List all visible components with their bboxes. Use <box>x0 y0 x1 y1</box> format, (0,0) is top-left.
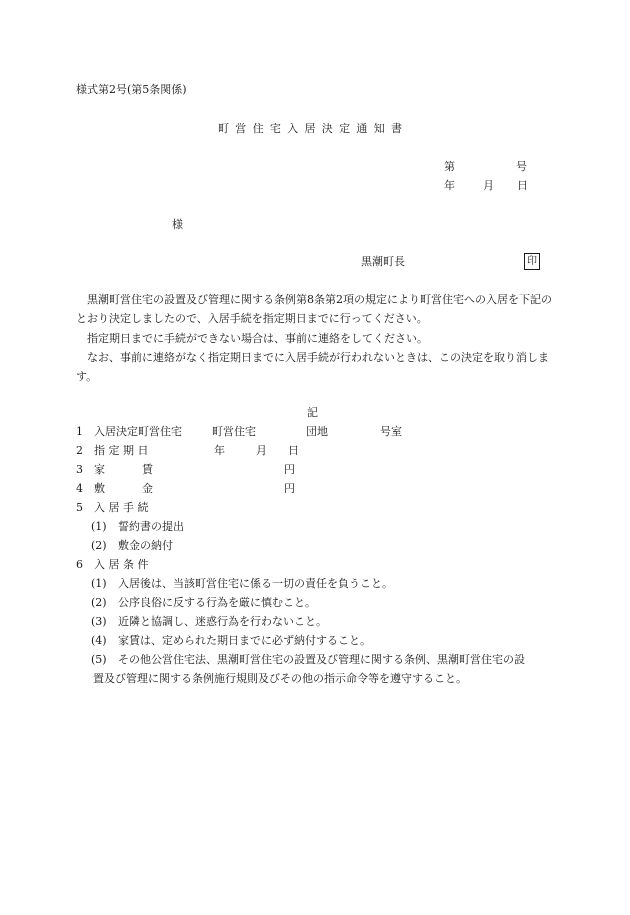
document-title: 町営住宅入居決定通知書 <box>218 122 409 135</box>
number-suffix: 号 <box>516 160 527 173</box>
number-prefix: 第 <box>444 160 455 173</box>
item-6-sub-5-continuation: 置及び管理に関する条例施行規則及びその他の指示命令等を遵守すること。 <box>93 672 467 685</box>
item-2-month: 月 <box>256 444 267 457</box>
item-5-sub-2 <box>91 539 173 553</box>
item-1-number: 1 <box>76 425 83 438</box>
sub-text: 入居後は、当該町営住宅に係る一切の責任を負うこと。 <box>118 577 393 590</box>
item-6-sub-5 <box>91 653 525 667</box>
item-1-room: 号室 <box>380 425 402 438</box>
addressee-honorific: 様 <box>172 218 183 231</box>
item-3-unit: 円 <box>284 463 295 476</box>
item-2-day: 日 <box>288 444 299 457</box>
item-2-number: 2 <box>76 444 83 457</box>
ki-heading: 記 <box>307 406 318 419</box>
item-1-complex: 団地 <box>306 425 328 438</box>
seal-stamp: 印 <box>524 253 540 270</box>
item-2-label: 指 定 期 日 <box>94 444 149 457</box>
sub-number: (4) <box>91 634 107 647</box>
sub-number: (2) <box>91 539 107 552</box>
sub-text: 近隣と協調し、迷惑行為を行わないこと。 <box>118 615 327 628</box>
item-6-sub-1 <box>91 577 393 591</box>
item-3-number: 3 <box>76 463 83 476</box>
item-2-year: 年 <box>214 444 225 457</box>
document-number-line <box>444 160 527 174</box>
sub-number: (5) <box>91 653 107 666</box>
sub-text: 家賃は、定められた期日までに必ず納付すること。 <box>118 634 371 647</box>
date-month: 月 <box>483 179 494 192</box>
item-6-number: 6 <box>76 558 83 571</box>
item-5-label: 入 居 手 続 <box>94 501 149 514</box>
notice-paragraph-2: 指定期日までに手続ができない場合は、事前に連絡をしてください。 <box>87 331 428 345</box>
item-4-label-a: 敷 <box>94 482 105 495</box>
notice-paragraph-3: なお、事前に連絡がなく指定期日までに入居手続が行われないときは、この決定を取り消します。 <box>76 350 549 384</box>
item-1-label: 入居決定町営住宅 <box>94 425 182 438</box>
item-5-sub-1 <box>91 520 184 534</box>
item-5-number: 5 <box>76 501 83 514</box>
notice-paragraph-1: 黒潮町営住宅の設置及び管理に関する条例第8条第2項の規定により町営住宅への入居を下記のとおり決定しましたので、入居手続を指定期日までに行ってください。 <box>76 293 552 326</box>
issuer-name: 黒潮町長 <box>361 255 405 268</box>
sub-number: (2) <box>91 596 107 609</box>
item-6-label: 入 居 条 件 <box>94 558 149 571</box>
date-year: 年 <box>444 179 455 192</box>
item-4-label-b: 金 <box>142 482 153 495</box>
sub-number: (1) <box>91 577 107 590</box>
sub-text: 誓約書の提出 <box>118 520 184 533</box>
item-3-label-a: 家 <box>94 463 105 476</box>
notice-body <box>76 290 554 386</box>
sub-number: (1) <box>91 520 107 533</box>
item-4-unit: 円 <box>284 482 295 495</box>
sub-number: (3) <box>91 615 107 628</box>
sub-text: 公序良俗に反する行為を厳に慎むこと。 <box>118 596 316 609</box>
date-day: 日 <box>517 179 528 192</box>
item-1-housing: 町営住宅 <box>212 425 256 438</box>
item-4-number: 4 <box>76 482 83 495</box>
issue-date-line <box>444 179 528 193</box>
item-6-sub-3 <box>91 615 327 629</box>
sub-text: その他公営住宅法、黒潮町営住宅の設置及び管理に関する条例、黒潮町営住宅の設 <box>118 653 525 666</box>
sub-text: 敷金の納付 <box>118 539 173 552</box>
item-3-label-b: 賃 <box>142 463 153 476</box>
item-6-sub-4 <box>91 634 371 648</box>
form-number-label: 様式第2号(第5条関係) <box>76 83 187 96</box>
item-6-sub-2 <box>91 596 316 610</box>
